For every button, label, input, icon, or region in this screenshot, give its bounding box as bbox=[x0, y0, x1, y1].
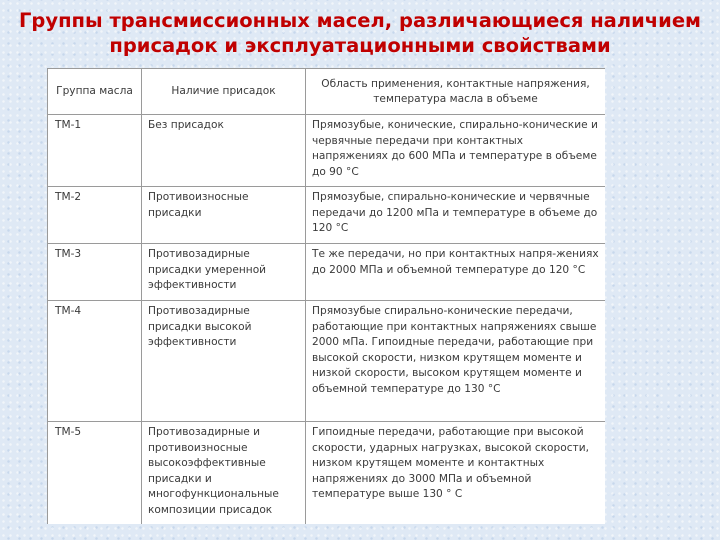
cell-additives: Без присадок bbox=[142, 115, 306, 187]
oil-groups-table bbox=[47, 68, 605, 524]
cell-application: Прямозубые, спирально-конические и червячные передачи до 1200 мПа и температуре в объеме до 120 °С bbox=[306, 187, 606, 244]
header-additives: Наличие присадок bbox=[142, 69, 306, 115]
cell-group: ТМ-3 bbox=[48, 244, 142, 301]
cell-group: ТМ-4 bbox=[48, 301, 142, 422]
cell-application: Прямозубые, конические, спирально-конические и червячные передачи при контактных напряжениях до 600 МПа и температуре в объеме до 90 °С bbox=[306, 115, 606, 187]
table-row-tm2 bbox=[48, 187, 606, 244]
cell-additives: Противозадирные присадки умеренной эффективности bbox=[142, 244, 306, 301]
table-row-tm3 bbox=[48, 244, 606, 301]
header-application: Область применения, контактные напряжения, температура масла в объеме bbox=[306, 69, 606, 115]
cell-group: ТМ-2 bbox=[48, 187, 142, 244]
cell-application: Те же передачи, но при контактных напря-жениях до 2000 МПа и объемной температуре до 120 °С bbox=[306, 244, 606, 301]
table-panel bbox=[47, 68, 605, 524]
cell-additives: Противозадирные присадки высокой эффективности bbox=[142, 301, 306, 422]
slide-title bbox=[0, 8, 720, 58]
cell-additives: Противоизносные присадки bbox=[142, 187, 306, 244]
cell-additives: Противозадирные и противоизносные высокоэффективные присадки и многофункциональные композиции присадок bbox=[142, 422, 306, 525]
table-header-row bbox=[48, 69, 606, 115]
table-row-tm4 bbox=[48, 301, 606, 422]
cell-group: ТМ-5 bbox=[48, 422, 142, 525]
table-row-tm5 bbox=[48, 422, 606, 525]
slide-title-line-2: присадок и эксплуатационными свойствами bbox=[109, 34, 611, 57]
cell-group: ТМ-1 bbox=[48, 115, 142, 187]
cell-application: Гипоидные передачи, работающие при высокой скорости, ударных нагрузках, высокой скорости, низком крутящем моменте и контактных напряжениях до 3000 МПа и объемной температуре выше 130 ° С bbox=[306, 422, 606, 525]
header-group: Группа масла bbox=[48, 69, 142, 115]
slide-title-line-1: Группы трансмиссионных масел, различающиеся наличием bbox=[18, 9, 701, 32]
cell-application: Прямозубые спирально-конические передачи, работающие при контактных напряжениях свыше 2000 мПа. Гипоидные передачи, работающие при высокой скорости, низком крутящем моменте и низкой скорости, высоком крутящем моменте и объемной температуре до 130 °С bbox=[306, 301, 606, 422]
table-row-tm1 bbox=[48, 115, 606, 187]
